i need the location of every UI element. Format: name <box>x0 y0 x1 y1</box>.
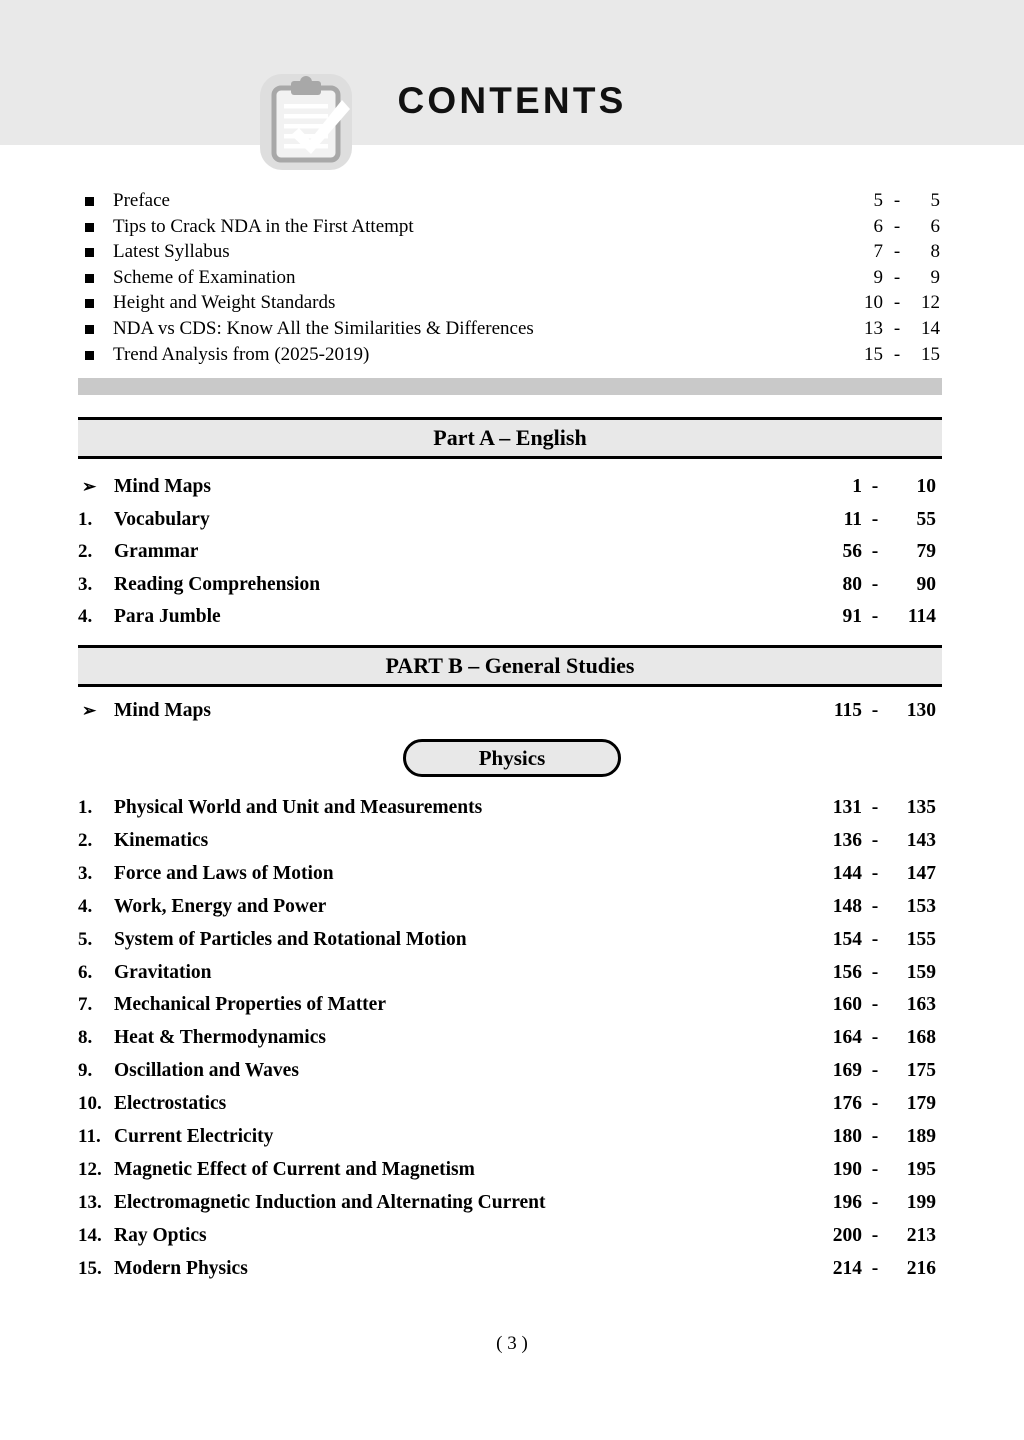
page-end: 159 <box>906 961 936 983</box>
page-start: 15 <box>864 343 883 365</box>
page-end: 213 <box>906 1224 936 1246</box>
page-range-dash: - <box>871 895 879 917</box>
part-b-row <box>78 1186 942 1219</box>
chapter-label: Physical World and Unit and Measurements <box>114 797 483 818</box>
page-range-dash: - <box>871 508 879 530</box>
chapter-label: Reading Comprehension <box>114 573 321 595</box>
part-b-heading-text: PART B – General Studies <box>385 653 635 678</box>
page-start: 144 <box>832 862 862 884</box>
page-start: 9 <box>873 266 883 288</box>
page-start: 1 <box>852 476 862 497</box>
page-range-dash: - <box>893 190 901 211</box>
chapter-number: 4. <box>78 606 93 628</box>
chapter-number: 3. <box>78 862 93 884</box>
page-start: 176 <box>832 1093 862 1115</box>
page-header-band <box>0 0 1024 145</box>
page-end: 163 <box>906 994 936 1016</box>
chapter-number: 8. <box>78 1027 93 1049</box>
page-end: 9 <box>930 266 940 288</box>
chapter-number: 13. <box>78 1191 102 1213</box>
page-end: 143 <box>906 829 936 851</box>
part-a-row <box>78 503 942 536</box>
page-end: 114 <box>907 606 936 628</box>
page-range-dash: - <box>893 317 901 339</box>
part-b-row <box>78 1252 942 1285</box>
page-start: 10 <box>864 292 883 314</box>
chapter-label: Work, Energy and Power <box>114 895 327 917</box>
page-range-dash: - <box>871 961 879 983</box>
part-b-row <box>78 1087 942 1120</box>
page-end: 179 <box>906 1093 936 1115</box>
page-range-dash: - <box>893 241 901 263</box>
chapter-label: Electromagnetic Induction and Alternating Current <box>114 1191 546 1213</box>
chapter-number: 5. <box>78 928 93 950</box>
chapter-label: Magnetic Effect of Current and Magnetism <box>114 1158 475 1180</box>
part-b-row <box>78 1021 942 1054</box>
page-end: 8 <box>930 241 940 263</box>
page-range-dash: - <box>871 1158 879 1180</box>
part-b-row <box>78 1054 942 1087</box>
part-b-row <box>78 890 942 923</box>
page-range-dash: - <box>871 994 879 1016</box>
square-bullet-icon <box>85 248 94 257</box>
chapter-number: 15. <box>78 1257 102 1279</box>
page-range-dash: - <box>871 862 879 884</box>
page-end: 147 <box>906 862 936 884</box>
clipboard-check-icon <box>258 70 354 174</box>
page-range-dash: - <box>871 1224 879 1246</box>
chapter-label: Mechanical Properties of Matter <box>114 994 386 1016</box>
front-matter-label: Height and Weight Standards <box>113 292 336 314</box>
front-matter-row <box>78 214 942 240</box>
page-end: 79 <box>916 541 936 563</box>
front-matter-row <box>78 188 942 214</box>
chapter-number: 1. <box>78 508 93 530</box>
page-range-dash: - <box>871 829 879 851</box>
front-matter-label: Tips to Crack NDA in the First Attempt <box>113 215 414 237</box>
page-end: 135 <box>906 797 936 818</box>
page-start: 169 <box>832 1060 862 1082</box>
chapter-number: 2. <box>78 541 93 563</box>
page-title: CONTENTS <box>397 80 627 121</box>
page-start: 13 <box>864 317 883 339</box>
page-end: 216 <box>906 1257 936 1279</box>
page-range-dash: - <box>893 292 901 314</box>
part-b-mindmaps-row <box>78 694 942 727</box>
page-start: 156 <box>832 961 862 983</box>
front-matter-label: Latest Syllabus <box>113 241 230 263</box>
page-end: 15 <box>921 343 940 365</box>
front-matter-label: NDA vs CDS: Know All the Similarities & Differences <box>113 317 534 339</box>
part-b-row <box>78 1120 942 1153</box>
page-end: 5 <box>930 190 940 211</box>
page-start: 136 <box>832 829 862 851</box>
arrow-bullet-icon: ➢ <box>82 477 97 496</box>
front-matter-row <box>78 265 942 291</box>
chapter-label: Electrostatics <box>114 1093 227 1115</box>
part-b-heading <box>78 645 942 687</box>
chapter-number: 9. <box>78 1060 93 1082</box>
square-bullet-icon <box>85 197 94 206</box>
front-matter-label: Trend Analysis from (2025-2019) <box>113 343 370 365</box>
page-start: 80 <box>842 573 862 595</box>
chapter-number: 3. <box>78 573 93 595</box>
square-bullet-icon <box>85 223 94 232</box>
page-start: 160 <box>832 994 862 1016</box>
page-start: 115 <box>833 700 862 721</box>
part-a-row <box>78 568 942 601</box>
page-range-dash: - <box>871 700 879 721</box>
page-range-dash: - <box>871 797 879 818</box>
page-end: 10 <box>916 476 936 497</box>
front-matter-row <box>78 239 942 265</box>
subject-pill-label: Physics <box>478 746 546 770</box>
front-matter-row <box>78 342 942 368</box>
chapter-number: 7. <box>78 994 93 1016</box>
page-end: 175 <box>906 1060 936 1082</box>
page-end: 199 <box>906 1191 936 1213</box>
part-b-row <box>78 988 942 1021</box>
page-end: 189 <box>906 1126 936 1147</box>
front-matter-row <box>78 290 942 316</box>
chapter-label: Current Electricity <box>114 1126 274 1147</box>
page-range-dash: - <box>871 1060 879 1082</box>
page-start: 180 <box>832 1126 862 1147</box>
chapter-label: Ray Optics <box>114 1224 207 1246</box>
chapter-label: System of Particles and Rotational Motion <box>114 928 467 950</box>
page-end: 130 <box>906 700 936 721</box>
chapter-number: 4. <box>78 895 93 917</box>
page-start: 6 <box>873 215 883 237</box>
page-range-dash: - <box>893 343 901 365</box>
part-b-row <box>78 923 942 956</box>
square-bullet-icon <box>85 351 94 360</box>
page-end: 153 <box>906 895 936 917</box>
chapter-number: 12. <box>78 1158 102 1180</box>
page-end: 168 <box>906 1027 936 1049</box>
part-b-row <box>78 857 942 890</box>
square-bullet-icon <box>85 325 94 334</box>
subject-pill-physics <box>403 739 621 777</box>
page-start: 148 <box>832 895 862 917</box>
front-matter-label: Scheme of Examination <box>113 266 296 288</box>
part-a-heading <box>78 417 942 459</box>
page-range-dash: - <box>871 928 879 950</box>
part-a-row <box>78 600 942 633</box>
front-matter-row <box>78 316 942 342</box>
part-b-row <box>78 1219 942 1252</box>
page-end: 195 <box>906 1158 936 1180</box>
chapter-label: Grammar <box>114 541 199 563</box>
square-bullet-icon <box>85 274 94 283</box>
page-number-footer: ( 3 ) <box>496 1333 528 1354</box>
page-range-dash: - <box>871 573 879 595</box>
chapter-label: Mind Maps <box>114 700 211 721</box>
part-a-row <box>78 470 942 503</box>
page-range-dash: - <box>871 1257 879 1279</box>
chapter-number: 10. <box>78 1093 102 1115</box>
chapter-label: Heat & Thermodynamics <box>114 1027 326 1049</box>
chapter-label: Oscillation and Waves <box>114 1060 299 1082</box>
chapter-number: 1. <box>78 797 93 818</box>
chapter-number: 11. <box>78 1126 101 1147</box>
chapter-label: Mind Maps <box>114 476 211 497</box>
page-end: 12 <box>921 292 940 314</box>
page-start: 190 <box>832 1158 862 1180</box>
page-start: 7 <box>873 241 883 263</box>
page-start: 91 <box>842 606 862 628</box>
chapter-number: 2. <box>78 829 93 851</box>
part-b-row <box>78 824 942 857</box>
part-a-heading-text: Part A – English <box>433 425 587 450</box>
page-range-dash: - <box>871 541 879 563</box>
chapter-label: Modern Physics <box>114 1257 248 1279</box>
part-b-row <box>78 791 942 824</box>
page-range-dash: - <box>893 215 901 237</box>
page-range-dash: - <box>871 606 879 628</box>
page-start: 154 <box>832 928 862 950</box>
section-separator-bar <box>78 378 942 395</box>
page-end: 155 <box>906 928 936 950</box>
square-bullet-icon <box>85 299 94 308</box>
chapter-label: Vocabulary <box>114 508 210 530</box>
chapter-label: Kinematics <box>114 829 209 851</box>
page-range-dash: - <box>871 1126 879 1147</box>
part-b-row <box>78 956 942 989</box>
page-range-dash: - <box>871 1093 879 1115</box>
arrow-bullet-icon: ➢ <box>82 701 97 720</box>
page-range-dash: - <box>871 476 879 497</box>
page-start: 164 <box>832 1027 862 1049</box>
front-matter-label: Preface <box>113 190 170 211</box>
page-range-dash: - <box>871 1191 879 1213</box>
part-a-row <box>78 535 942 568</box>
chapter-label: Force and Laws of Motion <box>114 862 334 884</box>
page-range-dash: - <box>893 266 901 288</box>
chapter-label: Para Jumble <box>114 606 221 628</box>
page-start: 5 <box>873 190 883 211</box>
header-inner <box>0 0 1024 145</box>
page-end: 14 <box>921 317 940 339</box>
part-b-row <box>78 1153 942 1186</box>
page-end: 55 <box>916 508 936 530</box>
page-start: 56 <box>842 541 862 563</box>
front-matter-list <box>78 188 942 367</box>
page-range-dash: - <box>871 1027 879 1049</box>
chapter-number: 6. <box>78 961 93 983</box>
page-start: 11 <box>843 508 862 530</box>
page-start: 214 <box>832 1257 862 1279</box>
page-start: 196 <box>832 1191 862 1213</box>
page-end: 6 <box>930 215 940 237</box>
chapter-number: 14. <box>78 1224 102 1246</box>
page-end: 90 <box>916 573 936 595</box>
page-start: 131 <box>832 797 862 818</box>
page-start: 200 <box>832 1224 862 1246</box>
chapter-label: Gravitation <box>114 961 212 983</box>
